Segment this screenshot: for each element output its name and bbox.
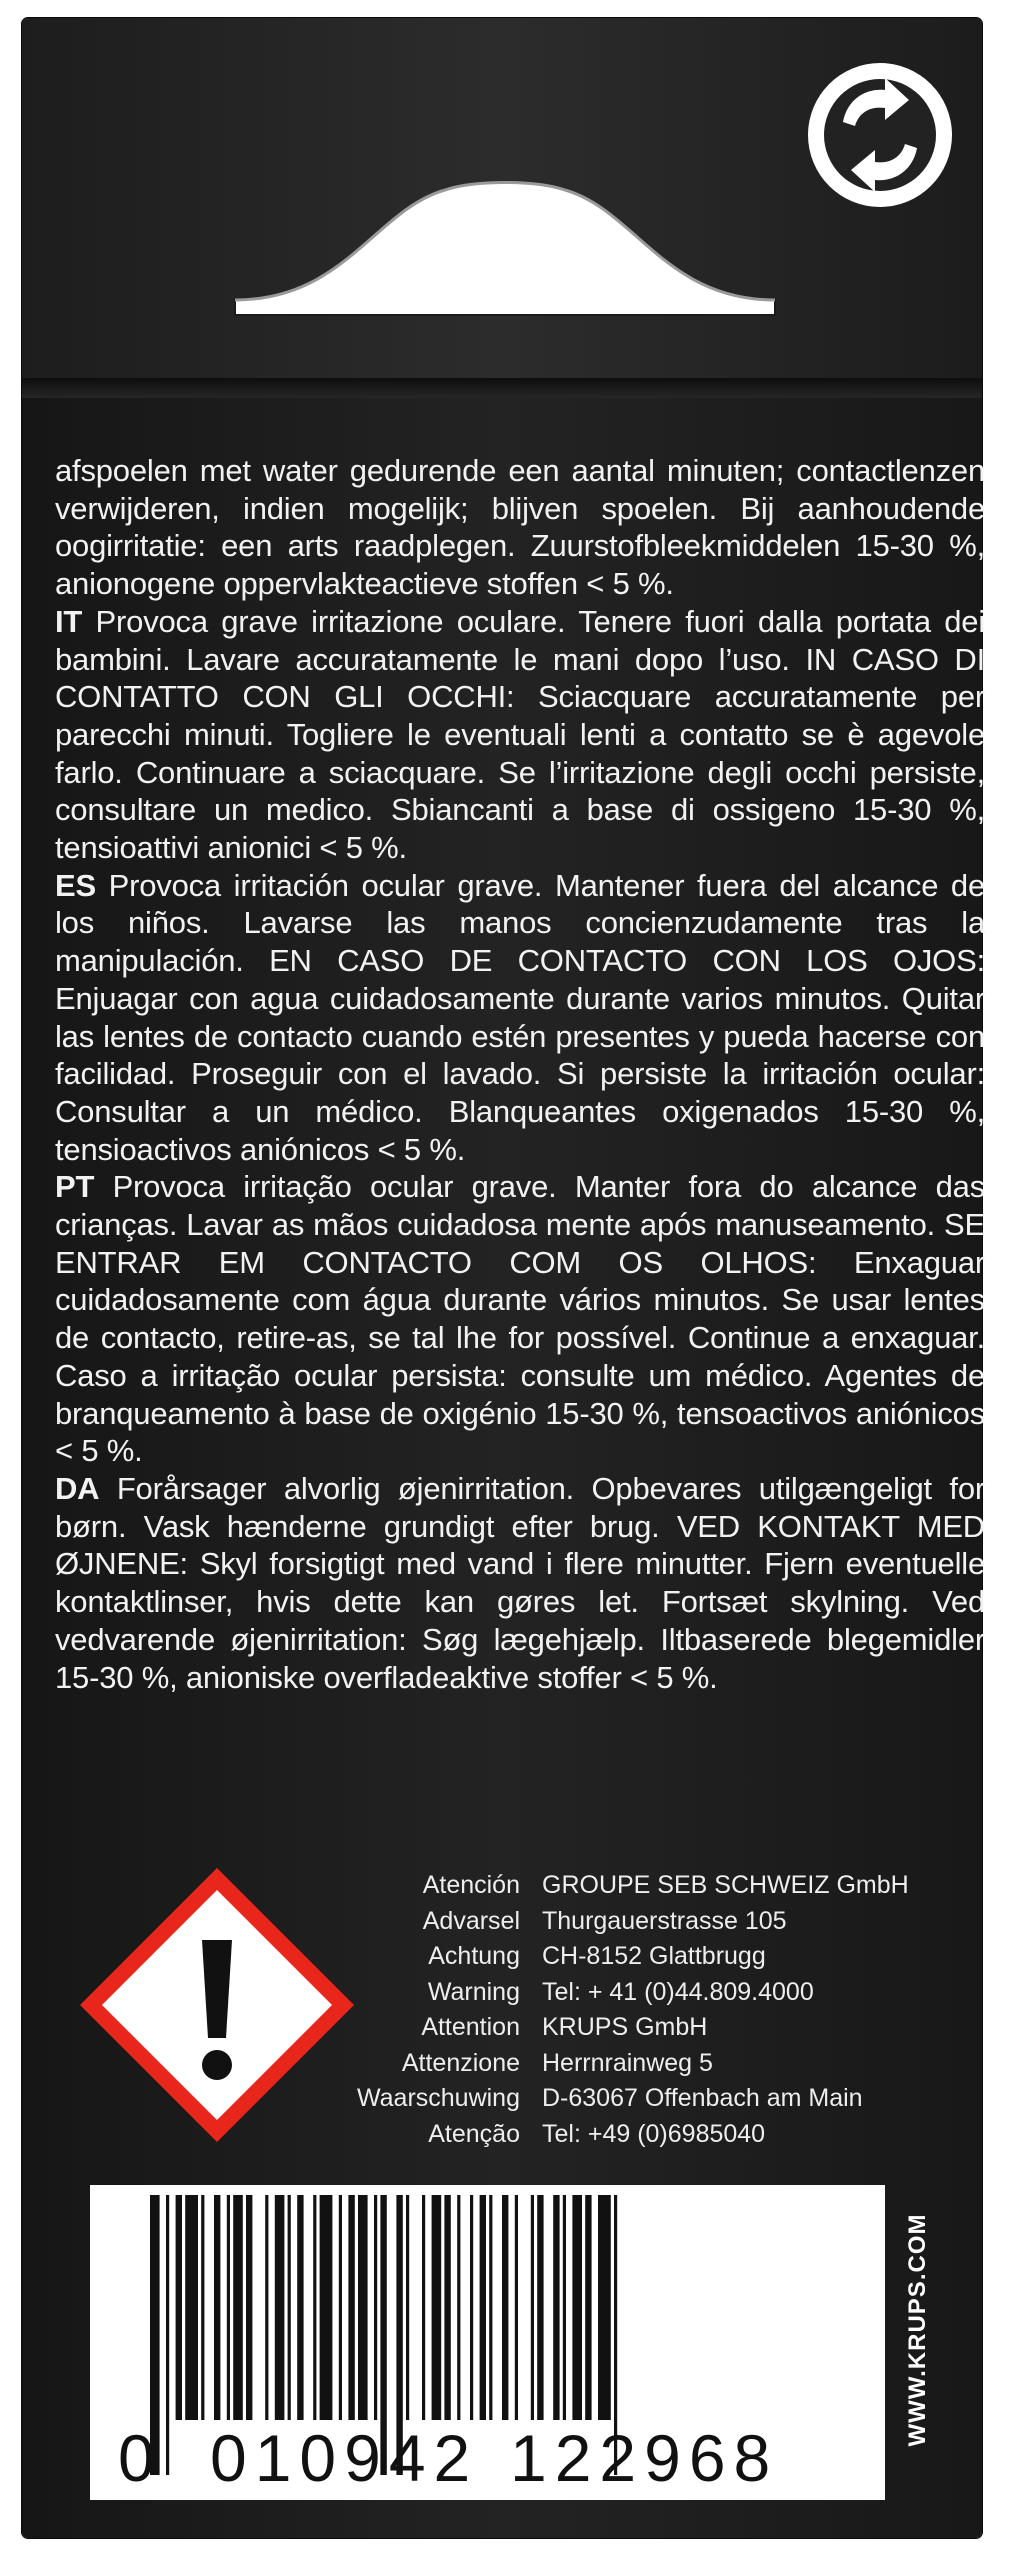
barcode-bar — [457, 2195, 460, 2420]
barcode-bar — [598, 2195, 611, 2420]
address-line: KRUPS GmbH — [542, 2013, 708, 2041]
barcode-bar — [480, 2195, 486, 2420]
es-paragraph — [55, 867, 985, 1169]
contact-row — [280, 1939, 980, 1975]
nl-continuation-paragraph: afspoelen met water gedurende een aantal minuten; contactlenzen verwijderen, indien mogelijk; blijven spoelen. Bij aanhoudende oogirritatie: een arts raadplegen. Zuurstofbleekmiddelen 15-30 %, anionogene oppervlakteactieve stoffen < 5 %. — [55, 453, 985, 602]
hang-hole — [225, 170, 785, 320]
es-text: Provoca irritación ocular grave. Mantener fuera del alcance de los niños. Lavarse las manos concienzudamente tras la manipulación. EN CASO DE CONTACTO CON LOS OJOS: Enjuagar con agua cuidadosamente durante varios minutos. Quitar las lentes de contacto cuando estén presentes y pueda hacerse con facilidad. Proseguir con el lavado. Si persiste la irritación ocular: Consultar a un médico. Blanqueantes oxigenados 15-30 %, tensioactivos aniónicos < 5 %. — [55, 867, 985, 1167]
barcode-bar — [166, 2195, 169, 2475]
contact-row — [280, 1904, 980, 1940]
barcode-bar — [214, 2195, 220, 2420]
contact-row — [280, 2046, 980, 2082]
barcode-bar — [432, 2195, 442, 2420]
barcode-bar — [265, 2195, 268, 2420]
lang-code-pt: PT — [55, 1169, 95, 1205]
contact-row — [280, 1868, 980, 1904]
barcode-bar — [515, 2195, 518, 2420]
address-line: Herrnrainweg 5 — [542, 2048, 713, 2077]
barcode-bar — [572, 2195, 582, 2420]
warning-word: Atenção — [428, 2119, 520, 2148]
barcode-right-digits: 122968 — [510, 2421, 779, 2495]
barcode-bar — [233, 2195, 243, 2420]
safety-instructions — [55, 452, 985, 1696]
barcode-bar — [406, 2195, 409, 2420]
barcode-bar — [339, 2195, 342, 2420]
barcode-bar — [537, 2195, 543, 2420]
barcode-bar — [201, 2195, 204, 2420]
barcode-bar — [444, 2195, 450, 2420]
warning-word: Achtung — [428, 1942, 520, 1970]
address-line: CH-8152 Glattbrugg — [542, 1942, 766, 1970]
barcode — [90, 2185, 885, 2500]
barcode-bar — [585, 2195, 591, 2420]
address-line: Thurgauerstrasse 105 — [542, 1906, 787, 1935]
barcode-left-digits: 010942 — [210, 2421, 479, 2495]
barcode-system-digit: 0 — [118, 2421, 155, 2495]
da-paragraph — [55, 1470, 985, 1696]
warning-word: Atención — [422, 1871, 520, 1899]
barcode-bar — [470, 2195, 473, 2420]
barcode-bar — [374, 2195, 377, 2420]
barcode-bar — [313, 2195, 316, 2420]
pt-text: Provoca irritação ocular grave. Manter fora do alcance das crianças. Lavar as mãos cuidadosa mente após manuseamento. SE ENTRAR EM CONTACTO COM OS OLHOS: Enxaguar cuidadosamente com água durante vários minutos. Se usar lentes de contacto, retire-as, se tal lhe for possível. Continue a enxaguar. Caso a irritação ocular persista: consulte um médico. Agentes de branqueamento à base de oxigénio 15-30 %, tensoactivos aniónicos < 5 %. — [55, 1169, 985, 1469]
box-fold — [22, 378, 982, 398]
barcode-bar — [275, 2195, 285, 2420]
warning-word: Waarschuwing — [356, 2084, 520, 2112]
address-line: Tel: + 41 (0)44.809.4000 — [542, 1977, 814, 2006]
barcode-bar — [422, 2195, 425, 2420]
barcode-bar — [227, 2195, 230, 2420]
warning-word: Attenzione — [401, 2048, 520, 2077]
it-text: Provoca grave irritazione oculare. Tenere fuori dalla portata dei bambini. Lavare accuratamente le mani dopo l’uso. IN CASO DI CONTATTO CON GLI OCCHI: Sciacquare accuratamente per parecchi minuti. Togliere le eventuali lenti a contatto se è agevole farlo. Continuare a sciacquare. Se l’irritazione degli occhi persiste, consultare un medico. Sbiancanti a base di ossigeno 15-30 %, tensioattivi anionici < 5 %. — [55, 603, 986, 866]
warning-word: Advarsel — [422, 1906, 520, 1935]
barcode-bar — [502, 2195, 508, 2420]
barcode-bar — [246, 2195, 252, 2420]
barcode-bar — [297, 2195, 303, 2420]
contact-addresses — [280, 1868, 980, 2152]
warning-word: Attention — [421, 2013, 520, 2041]
barcode-bar — [489, 2195, 492, 2420]
website-url: WWW.KRUPS.COM — [904, 2213, 931, 2447]
barcode-bar — [320, 2195, 333, 2420]
barcode-bar — [288, 2195, 291, 2420]
lang-code-es: ES — [55, 867, 96, 903]
contact-row — [280, 2117, 980, 2153]
warning-word: Warning — [427, 1977, 520, 2006]
address-line: Tel: +49 (0)6985040 — [542, 2119, 766, 2148]
contact-row — [280, 2081, 980, 2117]
pt-paragraph — [55, 1168, 985, 1470]
barcode-bar — [348, 2195, 354, 2420]
barcode-bar — [553, 2195, 559, 2420]
address-line: GROUPE SEB SCHWEIZ GmbH — [542, 1871, 909, 1899]
contact-row — [280, 2010, 980, 2046]
barcode-bar — [358, 2195, 368, 2420]
address-line: D-63067 Offenbach am Main — [542, 2084, 863, 2112]
barcode-bar — [185, 2195, 198, 2420]
contact-row — [280, 1975, 980, 2011]
barcode-bar — [531, 2195, 534, 2420]
barcode-bar — [563, 2195, 566, 2420]
lang-code-da: DA — [55, 1470, 100, 1506]
da-text: Forårsager alvorlig øjenirritation. Opbevares utilgængeligt for børn. Vask hænderne grundigt efter brug. VED KONTAKT MED ØJNENE: Skyl forsigtigt med vand i flere minutter. Fjern eventuelle kontaktlinser, hvis dette kan gøres let. Fortsæt skylning. Ved vedvarende øjenirritation: Søg lægehjælp. Iltbaserede blegemidler 15-30 %, anioniske overfladeaktive stoffer < 5 %. — [55, 1470, 985, 1695]
lang-code-it: IT — [55, 603, 83, 639]
barcode-bar — [176, 2195, 182, 2420]
it-paragraph — [55, 603, 985, 867]
green-dot-recycle-icon — [805, 60, 955, 210]
